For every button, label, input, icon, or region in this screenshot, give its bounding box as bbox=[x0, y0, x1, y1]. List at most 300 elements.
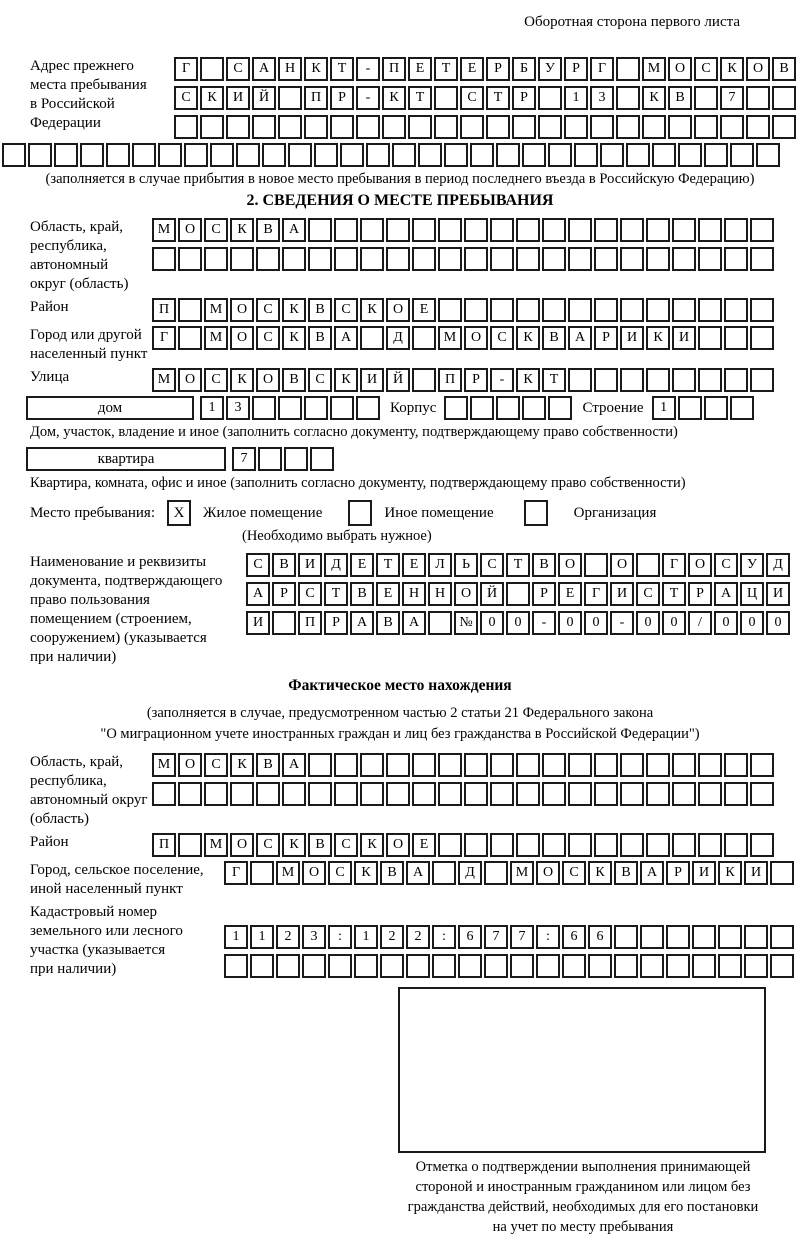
char-cell[interactable] bbox=[516, 782, 540, 806]
char-cell[interactable] bbox=[438, 298, 462, 322]
char-cell[interactable] bbox=[380, 954, 404, 978]
char-cell[interactable] bbox=[620, 247, 644, 271]
char-cell[interactable] bbox=[490, 298, 514, 322]
char-cell[interactable] bbox=[334, 753, 358, 777]
char-cell[interactable] bbox=[620, 833, 644, 857]
char-cell[interactable]: Е bbox=[460, 57, 484, 81]
char-cell[interactable] bbox=[470, 143, 494, 167]
char-cell[interactable]: М bbox=[152, 368, 176, 392]
char-cell[interactable] bbox=[678, 396, 702, 420]
char-cell[interactable] bbox=[490, 247, 514, 271]
char-cell[interactable] bbox=[412, 326, 436, 350]
char-cell[interactable] bbox=[308, 247, 332, 271]
char-cell[interactable] bbox=[132, 143, 156, 167]
char-cell[interactable]: С bbox=[256, 326, 280, 350]
char-cell[interactable]: А bbox=[282, 218, 306, 242]
char-cell[interactable] bbox=[516, 833, 540, 857]
char-cell[interactable]: В bbox=[772, 57, 796, 81]
char-cell[interactable] bbox=[698, 753, 722, 777]
char-cell[interactable]: М bbox=[276, 861, 300, 885]
char-cell[interactable] bbox=[724, 782, 748, 806]
char-cell[interactable]: Р bbox=[512, 86, 536, 110]
char-cell[interactable]: С bbox=[246, 553, 270, 577]
char-cell[interactable] bbox=[584, 553, 608, 577]
char-cell[interactable] bbox=[178, 833, 202, 857]
char-cell[interactable] bbox=[412, 368, 436, 392]
char-cell[interactable]: О bbox=[454, 582, 478, 606]
char-cell[interactable] bbox=[536, 954, 560, 978]
char-cell[interactable]: 1 bbox=[564, 86, 588, 110]
char-cell[interactable]: Т bbox=[542, 368, 566, 392]
char-cell[interactable] bbox=[620, 782, 644, 806]
char-cell[interactable] bbox=[464, 833, 488, 857]
char-cell[interactable] bbox=[668, 115, 692, 139]
char-cell[interactable] bbox=[568, 833, 592, 857]
char-cell[interactable] bbox=[724, 218, 748, 242]
char-cell[interactable]: Т bbox=[434, 57, 458, 81]
char-cell[interactable]: Д bbox=[766, 553, 790, 577]
char-cell[interactable] bbox=[334, 782, 358, 806]
char-cell[interactable] bbox=[304, 396, 328, 420]
char-cell[interactable] bbox=[620, 368, 644, 392]
char-cell[interactable] bbox=[620, 218, 644, 242]
char-cell[interactable] bbox=[568, 247, 592, 271]
char-cell[interactable] bbox=[236, 143, 260, 167]
char-cell[interactable] bbox=[288, 143, 312, 167]
char-cell[interactable]: В bbox=[308, 298, 332, 322]
char-cell[interactable] bbox=[386, 218, 410, 242]
char-cell[interactable]: О bbox=[688, 553, 712, 577]
char-cell[interactable]: С bbox=[174, 86, 198, 110]
char-cell[interactable] bbox=[692, 954, 716, 978]
char-cell[interactable] bbox=[666, 925, 690, 949]
char-cell[interactable] bbox=[746, 115, 770, 139]
char-cell[interactable] bbox=[272, 611, 296, 635]
char-cell[interactable]: 6 bbox=[588, 925, 612, 949]
char-cell[interactable]: С bbox=[256, 833, 280, 857]
char-cell[interactable] bbox=[594, 753, 618, 777]
char-cell[interactable] bbox=[152, 247, 176, 271]
char-cell[interactable] bbox=[432, 861, 456, 885]
char-cell[interactable]: А bbox=[350, 611, 374, 635]
char-cell[interactable]: Т bbox=[330, 57, 354, 81]
char-cell[interactable]: Р bbox=[486, 57, 510, 81]
char-cell[interactable]: И bbox=[620, 326, 644, 350]
char-cell[interactable]: М bbox=[152, 218, 176, 242]
char-cell[interactable]: А bbox=[406, 861, 430, 885]
char-cell[interactable] bbox=[522, 396, 546, 420]
char-cell[interactable] bbox=[646, 753, 670, 777]
char-cell[interactable] bbox=[256, 247, 280, 271]
char-cell[interactable]: С bbox=[334, 833, 358, 857]
char-cell[interactable]: М bbox=[204, 833, 228, 857]
char-cell[interactable] bbox=[672, 833, 696, 857]
char-cell[interactable] bbox=[522, 143, 546, 167]
char-cell[interactable]: К bbox=[334, 368, 358, 392]
char-cell[interactable] bbox=[438, 833, 462, 857]
char-cell[interactable] bbox=[308, 753, 332, 777]
char-cell[interactable] bbox=[178, 298, 202, 322]
char-cell[interactable]: Й bbox=[480, 582, 504, 606]
char-cell[interactable] bbox=[512, 115, 536, 139]
char-cell[interactable]: 0 bbox=[740, 611, 764, 635]
char-cell[interactable] bbox=[750, 218, 774, 242]
char-cell[interactable] bbox=[184, 143, 208, 167]
char-cell[interactable] bbox=[614, 925, 638, 949]
char-cell[interactable] bbox=[460, 115, 484, 139]
char-cell[interactable] bbox=[386, 753, 410, 777]
char-cell[interactable]: 7 bbox=[232, 447, 256, 471]
char-cell[interactable]: С bbox=[460, 86, 484, 110]
char-cell[interactable]: 3 bbox=[226, 396, 250, 420]
char-cell[interactable]: Р bbox=[464, 368, 488, 392]
char-cell[interactable] bbox=[210, 143, 234, 167]
char-cell[interactable] bbox=[672, 782, 696, 806]
char-cell[interactable] bbox=[458, 954, 482, 978]
char-cell[interactable]: Й bbox=[252, 86, 276, 110]
char-cell[interactable]: Н bbox=[402, 582, 426, 606]
char-cell[interactable]: В bbox=[308, 833, 332, 857]
char-cell[interactable] bbox=[406, 954, 430, 978]
char-cell[interactable] bbox=[548, 143, 572, 167]
char-cell[interactable] bbox=[724, 368, 748, 392]
char-cell[interactable]: 1 bbox=[652, 396, 676, 420]
char-cell[interactable]: А bbox=[402, 611, 426, 635]
char-cell[interactable] bbox=[386, 247, 410, 271]
char-cell[interactable] bbox=[408, 115, 432, 139]
char-cell[interactable] bbox=[204, 247, 228, 271]
char-cell[interactable] bbox=[516, 247, 540, 271]
char-cell[interactable]: 0 bbox=[558, 611, 582, 635]
char-cell[interactable]: И bbox=[766, 582, 790, 606]
char-cell[interactable]: Т bbox=[324, 582, 348, 606]
char-cell[interactable] bbox=[724, 298, 748, 322]
char-cell[interactable]: Г bbox=[584, 582, 608, 606]
char-cell[interactable]: С bbox=[308, 368, 332, 392]
char-cell[interactable] bbox=[672, 247, 696, 271]
char-cell[interactable] bbox=[304, 115, 328, 139]
char-cell[interactable] bbox=[718, 925, 742, 949]
char-cell[interactable] bbox=[640, 925, 664, 949]
char-cell[interactable] bbox=[626, 143, 650, 167]
char-cell[interactable] bbox=[412, 218, 436, 242]
char-cell[interactable] bbox=[724, 753, 748, 777]
char-cell[interactable]: Т bbox=[662, 582, 686, 606]
char-cell[interactable] bbox=[542, 833, 566, 857]
char-cell[interactable] bbox=[542, 782, 566, 806]
char-cell[interactable]: М bbox=[204, 298, 228, 322]
char-cell[interactable]: К bbox=[282, 298, 306, 322]
char-cell[interactable] bbox=[672, 218, 696, 242]
apartment-type-box[interactable]: квартира bbox=[26, 447, 226, 471]
char-cell[interactable] bbox=[438, 753, 462, 777]
char-cell[interactable]: 0 bbox=[480, 611, 504, 635]
char-cell[interactable] bbox=[594, 298, 618, 322]
char-cell[interactable]: / bbox=[688, 611, 712, 635]
char-cell[interactable]: Т bbox=[486, 86, 510, 110]
char-cell[interactable] bbox=[230, 247, 254, 271]
char-cell[interactable] bbox=[490, 753, 514, 777]
char-cell[interactable] bbox=[308, 218, 332, 242]
char-cell[interactable] bbox=[516, 753, 540, 777]
char-cell[interactable]: К bbox=[360, 298, 384, 322]
char-cell[interactable]: К bbox=[646, 326, 670, 350]
char-cell[interactable] bbox=[174, 115, 198, 139]
char-cell[interactable] bbox=[360, 247, 384, 271]
char-cell[interactable] bbox=[750, 298, 774, 322]
char-cell[interactable] bbox=[432, 954, 456, 978]
char-cell[interactable] bbox=[230, 782, 254, 806]
char-cell[interactable] bbox=[412, 247, 436, 271]
char-cell[interactable]: О bbox=[386, 833, 410, 857]
char-cell[interactable]: : bbox=[432, 925, 456, 949]
char-cell[interactable]: О bbox=[256, 368, 280, 392]
char-cell[interactable]: К bbox=[282, 833, 306, 857]
char-cell[interactable] bbox=[636, 553, 660, 577]
char-cell[interactable] bbox=[698, 368, 722, 392]
char-cell[interactable]: И bbox=[672, 326, 696, 350]
char-cell[interactable] bbox=[470, 396, 494, 420]
char-cell[interactable] bbox=[770, 954, 794, 978]
char-cell[interactable]: К bbox=[642, 86, 666, 110]
char-cell[interactable]: - bbox=[532, 611, 556, 635]
char-cell[interactable] bbox=[464, 247, 488, 271]
char-cell[interactable]: С bbox=[636, 582, 660, 606]
char-cell[interactable] bbox=[666, 954, 690, 978]
char-cell[interactable]: 1 bbox=[354, 925, 378, 949]
char-cell[interactable] bbox=[594, 782, 618, 806]
char-cell[interactable] bbox=[568, 368, 592, 392]
char-cell[interactable]: И bbox=[692, 861, 716, 885]
char-cell[interactable]: 2 bbox=[406, 925, 430, 949]
char-cell[interactable] bbox=[262, 143, 286, 167]
char-cell[interactable]: С bbox=[298, 582, 322, 606]
char-cell[interactable]: А bbox=[640, 861, 664, 885]
char-cell[interactable] bbox=[724, 326, 748, 350]
char-cell[interactable]: Е bbox=[408, 57, 432, 81]
char-cell[interactable] bbox=[730, 396, 754, 420]
char-cell[interactable] bbox=[616, 57, 640, 81]
char-cell[interactable] bbox=[542, 218, 566, 242]
char-cell[interactable] bbox=[724, 833, 748, 857]
char-cell[interactable]: № bbox=[454, 611, 478, 635]
char-cell[interactable]: Е bbox=[558, 582, 582, 606]
char-cell[interactable] bbox=[568, 218, 592, 242]
char-cell[interactable] bbox=[490, 782, 514, 806]
char-cell[interactable]: Р bbox=[272, 582, 296, 606]
char-cell[interactable] bbox=[330, 396, 354, 420]
char-cell[interactable] bbox=[438, 218, 462, 242]
char-cell[interactable]: С bbox=[204, 368, 228, 392]
char-cell[interactable]: К bbox=[516, 326, 540, 350]
char-cell[interactable] bbox=[302, 954, 326, 978]
char-cell[interactable]: О bbox=[230, 833, 254, 857]
char-cell[interactable]: О bbox=[230, 326, 254, 350]
char-cell[interactable] bbox=[434, 86, 458, 110]
char-cell[interactable] bbox=[386, 782, 410, 806]
char-cell[interactable] bbox=[750, 753, 774, 777]
char-cell[interactable] bbox=[278, 115, 302, 139]
char-cell[interactable] bbox=[276, 954, 300, 978]
char-cell[interactable] bbox=[646, 782, 670, 806]
char-cell[interactable]: А bbox=[252, 57, 276, 81]
char-cell[interactable] bbox=[486, 115, 510, 139]
char-cell[interactable]: В bbox=[668, 86, 692, 110]
char-cell[interactable]: Р bbox=[330, 86, 354, 110]
char-cell[interactable]: С bbox=[694, 57, 718, 81]
char-cell[interactable]: М bbox=[510, 861, 534, 885]
char-cell[interactable]: Г bbox=[174, 57, 198, 81]
char-cell[interactable]: Т bbox=[408, 86, 432, 110]
char-cell[interactable] bbox=[698, 298, 722, 322]
char-cell[interactable]: С bbox=[334, 298, 358, 322]
char-cell[interactable]: А bbox=[334, 326, 358, 350]
char-cell[interactable]: С bbox=[204, 218, 228, 242]
char-cell[interactable] bbox=[538, 115, 562, 139]
char-cell[interactable] bbox=[694, 86, 718, 110]
char-cell[interactable] bbox=[642, 115, 666, 139]
char-cell[interactable]: А bbox=[282, 753, 306, 777]
char-cell[interactable]: К bbox=[516, 368, 540, 392]
char-cell[interactable]: А bbox=[246, 582, 270, 606]
char-cell[interactable] bbox=[428, 611, 452, 635]
char-cell[interactable]: В bbox=[256, 218, 280, 242]
char-cell[interactable] bbox=[646, 218, 670, 242]
char-cell[interactable]: П bbox=[382, 57, 406, 81]
char-cell[interactable] bbox=[730, 143, 754, 167]
char-cell[interactable]: Б bbox=[512, 57, 536, 81]
char-cell[interactable] bbox=[2, 143, 26, 167]
char-cell[interactable]: Д bbox=[386, 326, 410, 350]
char-cell[interactable] bbox=[542, 298, 566, 322]
char-cell[interactable] bbox=[256, 782, 280, 806]
char-cell[interactable] bbox=[354, 954, 378, 978]
char-cell[interactable] bbox=[158, 143, 182, 167]
char-cell[interactable]: 0 bbox=[636, 611, 660, 635]
char-cell[interactable] bbox=[672, 753, 696, 777]
char-cell[interactable] bbox=[444, 143, 468, 167]
char-cell[interactable] bbox=[490, 833, 514, 857]
char-cell[interactable] bbox=[278, 86, 302, 110]
char-cell[interactable] bbox=[564, 115, 588, 139]
char-cell[interactable] bbox=[438, 247, 462, 271]
char-cell[interactable]: А bbox=[714, 582, 738, 606]
char-cell[interactable] bbox=[464, 218, 488, 242]
residence-checkbox-organization[interactable] bbox=[524, 500, 548, 526]
char-cell[interactable] bbox=[106, 143, 130, 167]
char-cell[interactable]: У bbox=[538, 57, 562, 81]
char-cell[interactable] bbox=[770, 861, 794, 885]
char-cell[interactable] bbox=[412, 753, 436, 777]
char-cell[interactable] bbox=[594, 247, 618, 271]
char-cell[interactable]: К bbox=[282, 326, 306, 350]
char-cell[interactable] bbox=[360, 782, 384, 806]
char-cell[interactable] bbox=[620, 298, 644, 322]
char-cell[interactable]: П bbox=[304, 86, 328, 110]
char-cell[interactable]: И bbox=[226, 86, 250, 110]
char-cell[interactable]: 3 bbox=[590, 86, 614, 110]
char-cell[interactable] bbox=[750, 368, 774, 392]
char-cell[interactable] bbox=[258, 447, 282, 471]
char-cell[interactable] bbox=[484, 954, 508, 978]
char-cell[interactable] bbox=[314, 143, 338, 167]
char-cell[interactable] bbox=[646, 247, 670, 271]
char-cell[interactable]: М bbox=[204, 326, 228, 350]
char-cell[interactable]: Р bbox=[688, 582, 712, 606]
char-cell[interactable] bbox=[588, 954, 612, 978]
char-cell[interactable]: С bbox=[562, 861, 586, 885]
char-cell[interactable]: К bbox=[588, 861, 612, 885]
char-cell[interactable] bbox=[772, 115, 796, 139]
char-cell[interactable]: 0 bbox=[662, 611, 686, 635]
char-cell[interactable]: Ц bbox=[740, 582, 764, 606]
char-cell[interactable] bbox=[770, 925, 794, 949]
char-cell[interactable]: Г bbox=[590, 57, 614, 81]
char-cell[interactable]: К bbox=[230, 753, 254, 777]
char-cell[interactable]: 3 bbox=[302, 925, 326, 949]
char-cell[interactable]: Т bbox=[376, 553, 400, 577]
char-cell[interactable]: О bbox=[668, 57, 692, 81]
char-cell[interactable]: Е bbox=[402, 553, 426, 577]
char-cell[interactable]: 6 bbox=[458, 925, 482, 949]
char-cell[interactable] bbox=[720, 115, 744, 139]
char-cell[interactable]: 0 bbox=[766, 611, 790, 635]
char-cell[interactable]: П bbox=[152, 833, 176, 857]
char-cell[interactable] bbox=[698, 326, 722, 350]
char-cell[interactable]: К bbox=[230, 368, 254, 392]
char-cell[interactable]: К bbox=[304, 57, 328, 81]
char-cell[interactable] bbox=[590, 115, 614, 139]
char-cell[interactable] bbox=[224, 954, 248, 978]
char-cell[interactable] bbox=[568, 298, 592, 322]
char-cell[interactable] bbox=[646, 368, 670, 392]
char-cell[interactable] bbox=[250, 954, 274, 978]
char-cell[interactable] bbox=[704, 143, 728, 167]
char-cell[interactable]: С bbox=[328, 861, 352, 885]
char-cell[interactable]: - bbox=[490, 368, 514, 392]
char-cell[interactable] bbox=[252, 115, 276, 139]
char-cell[interactable]: : bbox=[328, 925, 352, 949]
char-cell[interactable] bbox=[464, 782, 488, 806]
char-cell[interactable]: М bbox=[152, 753, 176, 777]
char-cell[interactable]: Е bbox=[376, 582, 400, 606]
char-cell[interactable] bbox=[694, 115, 718, 139]
char-cell[interactable]: Д bbox=[458, 861, 482, 885]
char-cell[interactable]: 1 bbox=[224, 925, 248, 949]
char-cell[interactable]: К bbox=[382, 86, 406, 110]
char-cell[interactable]: 7 bbox=[484, 925, 508, 949]
char-cell[interactable]: О bbox=[230, 298, 254, 322]
house-type-box[interactable]: дом bbox=[26, 396, 194, 420]
char-cell[interactable]: К bbox=[718, 861, 742, 885]
char-cell[interactable] bbox=[178, 326, 202, 350]
char-cell[interactable] bbox=[594, 368, 618, 392]
char-cell[interactable] bbox=[226, 115, 250, 139]
char-cell[interactable] bbox=[672, 368, 696, 392]
char-cell[interactable]: 7 bbox=[510, 925, 534, 949]
char-cell[interactable]: Г bbox=[662, 553, 686, 577]
char-cell[interactable] bbox=[620, 753, 644, 777]
char-cell[interactable]: - bbox=[356, 57, 380, 81]
char-cell[interactable] bbox=[308, 782, 332, 806]
char-cell[interactable]: О bbox=[610, 553, 634, 577]
char-cell[interactable]: К bbox=[354, 861, 378, 885]
char-cell[interactable]: О bbox=[178, 218, 202, 242]
char-cell[interactable] bbox=[356, 396, 380, 420]
char-cell[interactable] bbox=[282, 247, 306, 271]
char-cell[interactable]: К bbox=[720, 57, 744, 81]
char-cell[interactable] bbox=[28, 143, 52, 167]
